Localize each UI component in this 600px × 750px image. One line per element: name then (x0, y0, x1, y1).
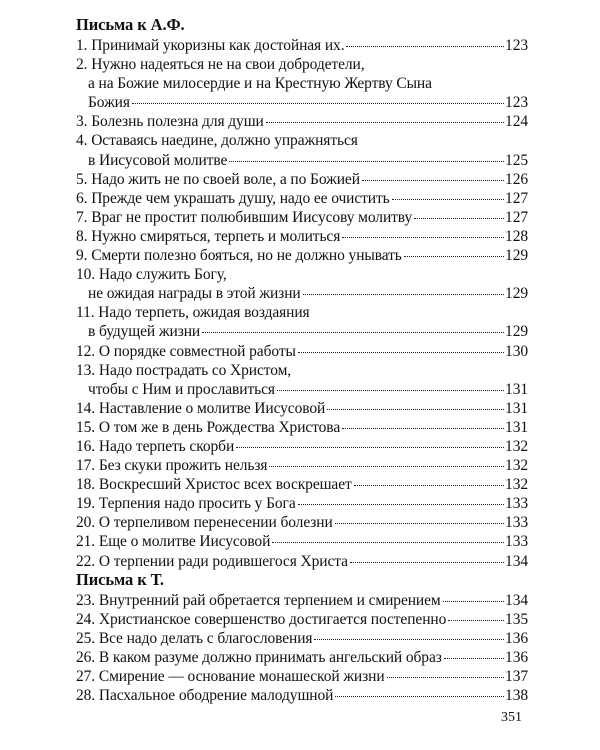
toc-entry (76, 456, 528, 475)
entry-page-number: 129 (505, 285, 528, 303)
entry-title-line: 20. О терпеливом перенесении болезни (76, 514, 333, 532)
dot-leader (202, 332, 504, 333)
entry-title-line: 19. Терпения надо просить у Бога (76, 495, 296, 513)
section-title: Письма к Т. (76, 570, 164, 589)
entry-last-line (76, 591, 528, 610)
dot-leader (277, 390, 504, 391)
toc-entry (76, 475, 528, 494)
dot-leader (414, 218, 504, 219)
dot-leader (298, 504, 504, 505)
entry-last-line (76, 170, 528, 189)
dot-leader (335, 696, 504, 697)
dot-leader (443, 601, 504, 602)
entry-title-line: Божия (88, 94, 130, 112)
entry-title-line: 13. Надо пострадать со Христом, (76, 361, 292, 379)
entry-last-line (76, 418, 528, 437)
entry-title-line: 15. О том же в день Рождества Христова (76, 418, 341, 436)
entry-title-line: 17. Без скуки прожить нельзя (76, 457, 268, 475)
entry-page-number: 133 (505, 514, 528, 532)
entry-last-line (76, 227, 528, 246)
entry-page-number: 123 (505, 94, 528, 112)
toc-entry (76, 227, 528, 246)
entry-title-line: 12. О порядке совместной работы (76, 342, 296, 360)
entry-title-line: 26. В каком разуме должно принимать ангельский образ (76, 649, 442, 667)
dot-leader (298, 352, 504, 353)
entry-title-line: чтобы с Ним и прославиться (88, 380, 275, 398)
toc-entry (76, 667, 528, 686)
entry-page-number: 124 (505, 113, 528, 131)
entry-last-line (76, 686, 528, 705)
dot-leader (327, 409, 504, 410)
entry-page-number: 123 (505, 37, 528, 54)
toc-section-letters-t (76, 571, 528, 706)
entry-title-line: 14. Наставление о молитве Иисусовой (76, 399, 326, 417)
entry-page-number: 131 (505, 380, 528, 398)
entry-last-line (76, 93, 528, 112)
entry-last-line (76, 456, 528, 475)
entry-title-line: 27. Смирение — основание монашеской жизни (76, 668, 385, 686)
entry-last-line (76, 112, 528, 131)
entry-last-line (76, 610, 528, 629)
entry-page-number: 133 (505, 533, 528, 551)
toc-entry (76, 437, 528, 456)
entry-page-number: 131 (505, 399, 528, 417)
entry-title-line: 7. Враг не простит полюбившим Иисусову молитву (76, 208, 413, 226)
entry-page-number: 127 (505, 189, 528, 207)
entry-title-line: а на Божие милосердие и на Крестную Жертву Сына (88, 75, 432, 93)
dot-leader (404, 256, 504, 257)
entry-last-line (76, 399, 528, 418)
entry-page-number: 126 (505, 170, 528, 188)
dot-leader (342, 428, 504, 429)
entry-last-line (76, 151, 528, 170)
entry-title-line: 6. Прежде чем украшать душу, надо ее очистить (76, 189, 390, 207)
entry-title-line: не ожидая награды в этой жизни (88, 285, 301, 303)
toc-section-letters-af (76, 16, 528, 571)
entry-last-line (76, 208, 528, 227)
entry-page-number: 129 (505, 323, 528, 341)
toc-entry (76, 494, 528, 513)
entry-title-line: 9. Смерти полезно бояться, но не должно унывать (76, 247, 402, 265)
entry-title-line: в будущей жизни (88, 323, 201, 341)
entry-title-line: 22. О терпении ради родившегося Христа (76, 552, 348, 570)
entry-page-number: 128 (505, 227, 528, 245)
toc-entry (76, 265, 528, 303)
section-title: Письма к А.Ф. (76, 15, 185, 34)
entry-page-number: 129 (505, 247, 528, 265)
entry-last-line (76, 36, 528, 55)
entry-last-line (76, 322, 528, 341)
dot-leader (266, 122, 504, 123)
dot-leader (236, 447, 504, 448)
entry-page-number: 134 (505, 592, 528, 609)
entry-last-line (76, 494, 528, 513)
entry-title-line: в Иисусовой молитве (88, 151, 228, 169)
entry-title-line: 1. Принимай укоризны как достойная их. (76, 37, 345, 54)
entry-last-line (76, 284, 528, 303)
entry-title-line: 2. Нужно надеяться не на свои добродетели, (76, 56, 365, 74)
dot-leader (448, 620, 504, 621)
entry-title-line: 16. Надо терпеть скорби (76, 437, 235, 455)
entry-last-line (76, 475, 528, 494)
entry-page-number: 127 (505, 208, 528, 226)
entry-page-number: 136 (505, 630, 528, 648)
toc-entry (76, 55, 528, 112)
entry-title-line: 8. Нужно смиряться, терпеть и молиться (76, 227, 341, 245)
dot-leader (272, 542, 504, 543)
dot-leader (444, 658, 504, 659)
toc-entry (76, 629, 528, 648)
dot-leader (335, 523, 504, 524)
entry-page-number: 133 (505, 495, 528, 513)
toc-entry (76, 686, 528, 705)
entry-last-line (76, 532, 528, 551)
entry-page-number: 132 (505, 476, 528, 494)
entry-title-line: 21. Еще о молитве Иисусовой (76, 533, 271, 551)
entry-page-number: 138 (505, 687, 528, 705)
dot-leader (132, 103, 504, 104)
toc-entry (76, 532, 528, 551)
dot-leader (354, 485, 504, 486)
entry-last-line (76, 189, 528, 208)
toc-entry (76, 361, 528, 399)
toc-entry (76, 648, 528, 667)
entry-title-line: 11. Надо терпеть, ожидая воздаяния (76, 304, 310, 322)
entry-title-line: 10. Надо служить Богу, (76, 266, 227, 284)
entry-last-line (76, 342, 528, 361)
entry-page-number: 134 (505, 552, 528, 570)
entry-last-line (76, 648, 528, 667)
dot-leader (314, 639, 504, 640)
page-number: 351 (501, 710, 522, 725)
entry-title-line: 18. Воскресший Христос всех воскрешает (76, 476, 352, 494)
dot-leader (362, 180, 504, 181)
entry-page-number: 132 (505, 437, 528, 455)
toc-entry (76, 189, 528, 208)
entry-last-line (76, 246, 528, 265)
entry-last-line (76, 667, 528, 686)
toc-entry (76, 208, 528, 227)
entry-title-line: 25. Все надо делать с благословения (76, 630, 313, 648)
entry-page-number: 136 (505, 649, 528, 667)
entry-page-number: 132 (505, 457, 528, 475)
entry-page-number: 130 (505, 342, 528, 360)
toc-entry (76, 610, 528, 629)
dot-leader (303, 294, 504, 295)
toc-entry (76, 513, 528, 532)
entry-title-line: 24. Христианское совершенство достигается постепенно (76, 611, 447, 629)
toc-entry (76, 36, 528, 55)
entry-last-line (76, 513, 528, 532)
entry-last-line (76, 380, 528, 399)
dot-leader (229, 161, 504, 162)
toc-entry (76, 246, 528, 265)
dot-leader (269, 466, 504, 467)
entry-title-line: 4. Оставаясь наедине, должно упражняться (76, 132, 358, 150)
toc-entry (76, 399, 528, 418)
entry-last-line (76, 437, 528, 456)
toc-entry (76, 552, 528, 571)
toc-entry (76, 112, 528, 131)
entry-last-line (76, 552, 528, 571)
entry-page-number: 137 (505, 668, 528, 686)
entry-last-line (76, 629, 528, 648)
toc-entry (76, 170, 528, 189)
entry-page-number: 135 (505, 611, 528, 629)
dot-leader (392, 199, 504, 200)
toc-entry (76, 591, 528, 610)
entry-page-number: 131 (505, 418, 528, 436)
toc-entry (76, 303, 528, 341)
dot-leader (387, 677, 505, 678)
entry-title-line: 28. Пасхальное ободрение малодушной (76, 687, 334, 705)
entry-title-line: 5. Надо жить не по своей воле, а по Божией (76, 170, 360, 188)
dot-leader (346, 46, 504, 47)
dot-leader (350, 562, 504, 563)
dot-leader (342, 237, 504, 238)
toc-entry (76, 342, 528, 361)
toc-entry (76, 131, 528, 169)
toc-entry (76, 418, 528, 437)
entry-title-line: 3. Болезнь полезна для души (76, 113, 264, 131)
entry-page-number: 125 (505, 151, 528, 169)
entry-title-line: 23. Внутренний рай обретается терпением и смирением (76, 592, 441, 609)
